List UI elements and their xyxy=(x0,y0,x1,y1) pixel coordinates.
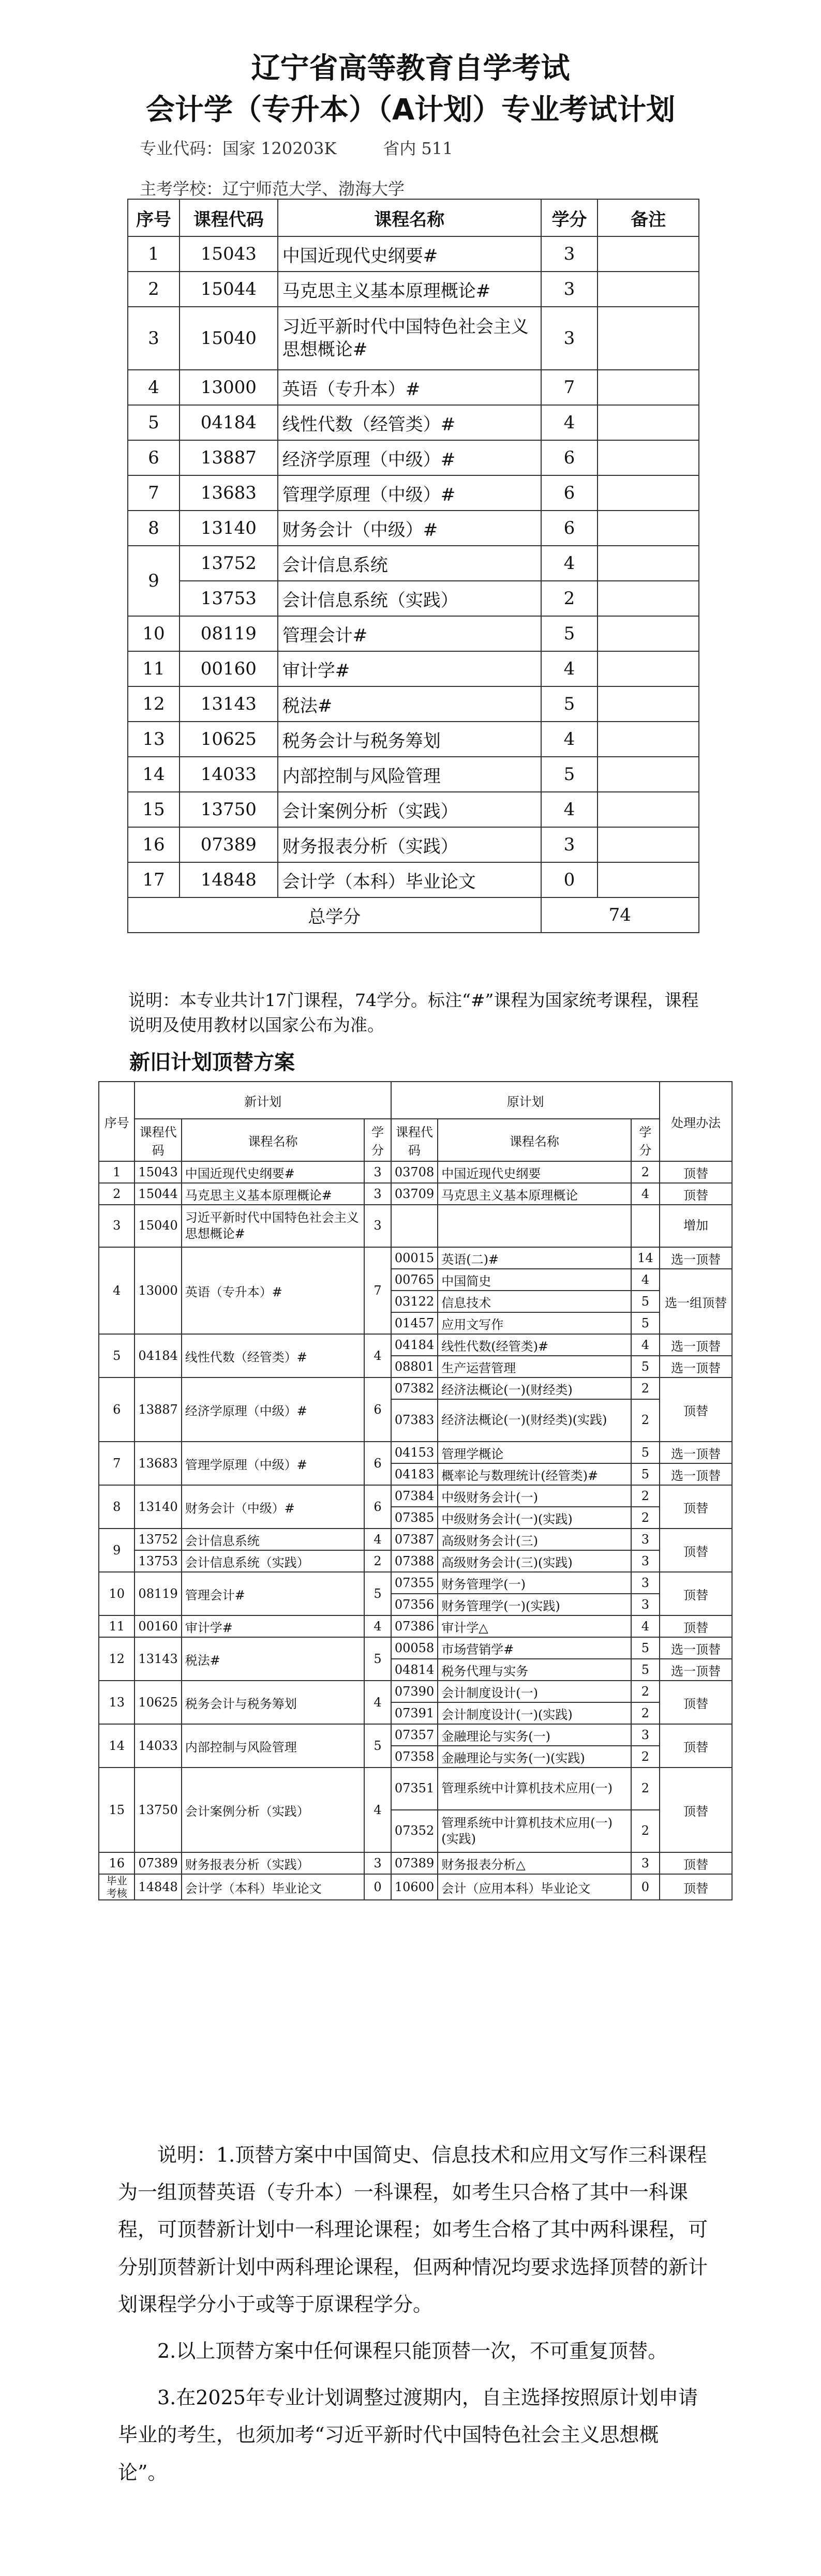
table-row: 10 08119 管理会计# 5 07355 财务管理学(一) 3 顶替 xyxy=(99,1572,732,1594)
table-row: 08801 生产运营管理 5 选一顶替 xyxy=(99,1356,732,1377)
table-row: 4 13000 英语（专升本）# 7 xyxy=(128,370,699,405)
table-row: 7 13683 管理学原理（中级）# 6 xyxy=(128,475,699,511)
table-header: 序号 新计划 原计划 处理办法 xyxy=(99,1082,732,1119)
table-row: 11 00160 审计学# 4 xyxy=(128,651,699,686)
total-row xyxy=(128,897,699,933)
table-row: 00765 中国简史 4 选一组顶替 xyxy=(99,1269,732,1291)
table-row: 07385 中级财务会计(一)(实践) 2 xyxy=(99,1507,732,1529)
table-row: 10 08119 管理会计# 5 xyxy=(128,616,699,651)
table-row: 01457 应用文写作 5 xyxy=(99,1312,732,1334)
table-row: 07352 管理系统中计算机技术应用(一)(实践) 2 xyxy=(99,1810,732,1852)
header-name: 课程名称 xyxy=(278,199,541,236)
major-code-line xyxy=(140,136,453,159)
header-code: 课程代码 xyxy=(180,199,278,236)
table-row: 14 14033 内部控制与风险管理 5 07357 金融理论与实务(一) 3 顶替 xyxy=(99,1724,732,1746)
table-row: 13 10625 税务会计与税务筹划 4 xyxy=(128,722,699,757)
table-row: 13753 会计信息系统（实践） 2 xyxy=(128,581,699,616)
table-row: 2 15044 马克思主义基本原理概论# 3 03709 马克思主义基本原理概论 4 顶替 xyxy=(99,1183,732,1205)
table-row: 毕业考核 14848 会计学（本科）毕业论文 0 10600 会计（应用本科）毕业论文 0 顶替 xyxy=(99,1874,732,1900)
table-row: 8 13140 财务会计（中级）# 6 07384 中级财务会计(一) 2 顶替 xyxy=(99,1485,732,1507)
table-row: 07391 会计制度设计(一)(实践) 2 xyxy=(99,1702,732,1724)
table-row: 03122 信息技术 5 xyxy=(99,1291,732,1312)
table-row: 17 14848 会计学（本科）毕业论文 0 xyxy=(128,862,699,897)
national-code: 专业代码：国家 120203K xyxy=(140,139,337,158)
table-row: 12 13143 税法# 5 xyxy=(128,686,699,722)
page-title: 辽宁省高等教育自学考试 xyxy=(251,52,570,85)
note-2: 2.以上顶替方案中任何课程只能顶替一次，不可重复顶替。 xyxy=(157,2339,668,2362)
header-credit: 学分 xyxy=(541,199,598,236)
table-row: 16 07389 财务报表分析（实践） 3 07389 财务报表分析△ 3 顶替 xyxy=(99,1852,732,1874)
table-row: 7 13683 管理学原理（中级）# 6 04153 管理学概论 5 选一顶替 xyxy=(99,1442,732,1463)
host-schools: 主考学校：辽宁师范大学、渤海大学 xyxy=(140,179,405,199)
table-header xyxy=(128,199,699,236)
replacement-table xyxy=(98,1081,733,1900)
table-row: 13753 会计信息系统（实践） 2 07388 高级财务会计(三)(实践) 3 xyxy=(99,1550,732,1572)
table-row: 9 13752 会计信息系统 4 xyxy=(128,546,699,581)
table-row: 5 04184 线性代数（经管类）# 4 xyxy=(128,405,699,440)
replacement-notes xyxy=(118,2136,708,2500)
table-row: 15 13750 会计案例分析（实践） 4 07351 管理系统中计算机技术应用(一) 2 顶替 xyxy=(99,1768,732,1810)
total-value: 74 xyxy=(541,897,699,933)
table-row: 12 13143 税法# 5 00058 市场营销学# 5 选一顶替 xyxy=(99,1637,732,1659)
note-1: 说明：1.顶替方案中中国简史、信息技术和应用文写作三科课程为一组顶替英语（专升本）一科课程，如考生只合格了其中一科课程，可顶替新计划中一科理论课程；如考生合格了其中两科课程，可分别顶替新计划中两科理论课程，但两种情况均要求选择顶替的新计划课程学分小于或等于原课程学分。 xyxy=(118,2144,708,2316)
table-row: 1 15043 中国近现代史纲要# 3 xyxy=(128,236,699,272)
table-row: 16 07389 财务报表分析（实践） 3 xyxy=(128,827,699,862)
table-header: 课程代码 课程名称 学分 课程代码 课程名称 学分 xyxy=(99,1119,732,1161)
note-3: 3.在2025年专业计划调整过渡期内，自主选择按照原计划申请毕业的考生，也须加考“习近平新时代中国特色社会主义思想概论”。 xyxy=(118,2386,698,2484)
table-row: 13 10625 税务会计与税务筹划 4 07390 会计制度设计(一) 2 顶替 xyxy=(99,1681,732,1702)
table-row: 2 15044 马克思主义基本原理概论# 3 xyxy=(128,272,699,307)
table-row: 6 13887 经济学原理（中级）# 6 07382 经济法概论(一)(财经类) 2 顶替 xyxy=(99,1377,732,1399)
table-row: 6 13887 经济学原理（中级）# 6 xyxy=(128,440,699,475)
new-plan-header: 新计划 xyxy=(135,1082,391,1119)
header-remark: 备注 xyxy=(598,199,699,236)
replacement-title: 新旧计划顶替方案 xyxy=(129,1051,295,1074)
total-label: 总学分 xyxy=(128,897,541,933)
province-code: 省内 511 xyxy=(383,139,453,158)
table-row: 07356 财务管理学(一)(实践) 3 xyxy=(99,1594,732,1615)
table-row: 04814 税务代理与实务 5 选一顶替 xyxy=(99,1659,732,1681)
table-row: 5 04184 线性代数（经管类）# 4 04184 线性代数(经管类)# 4 选一顶替 xyxy=(99,1334,732,1356)
table-row: 3 15040 习近平新时代中国特色社会主义思想概论# 3 xyxy=(128,307,699,370)
table-row: 14 14033 内部控制与风险管理 5 xyxy=(128,757,699,792)
table-row: 8 13140 财务会计（中级）# 6 xyxy=(128,511,699,546)
table-row: 07358 金融理论与实务(一)(实践) 2 xyxy=(99,1746,732,1768)
table-row: 04183 概率论与数理统计(经管类)# 5 选一顶替 xyxy=(99,1463,732,1485)
method-header: 处理办法 xyxy=(660,1082,732,1161)
table-row: 1 15043 中国近现代史纲要# 3 03708 中国近现代史纲要 2 顶替 xyxy=(99,1161,732,1183)
table-row: 9 13752 会计信息系统 4 07387 高级财务会计(三) 3 顶替 xyxy=(99,1529,732,1550)
main-note: 说明：本专业共计17门课程，74学分。标注“#”课程为国家统考课程，课程说明及使用教材以国家公布为准。 xyxy=(128,990,699,1035)
table-row: 11 00160 审计学# 4 07386 审计学△ 4 顶替 xyxy=(99,1615,732,1637)
page-subtitle: 会计学（专升本）（A计划）专业考试计划 xyxy=(145,93,676,127)
table-row: 07383 经济法概论(一)(财经类)(实践) 2 xyxy=(99,1399,732,1442)
table-row: 4 13000 英语（专升本）# 7 00015 英语(二)# 14 选一顶替 xyxy=(99,1247,732,1269)
old-plan-header: 原计划 xyxy=(391,1082,660,1119)
table-row: 15 13750 会计案例分析（实践） 4 xyxy=(128,792,699,827)
table-row: 3 15040 习近平新时代中国特色社会主义思想概论# 3 增加 xyxy=(99,1205,732,1247)
header-no: 序号 xyxy=(128,199,180,236)
course-plan-table xyxy=(127,199,699,933)
